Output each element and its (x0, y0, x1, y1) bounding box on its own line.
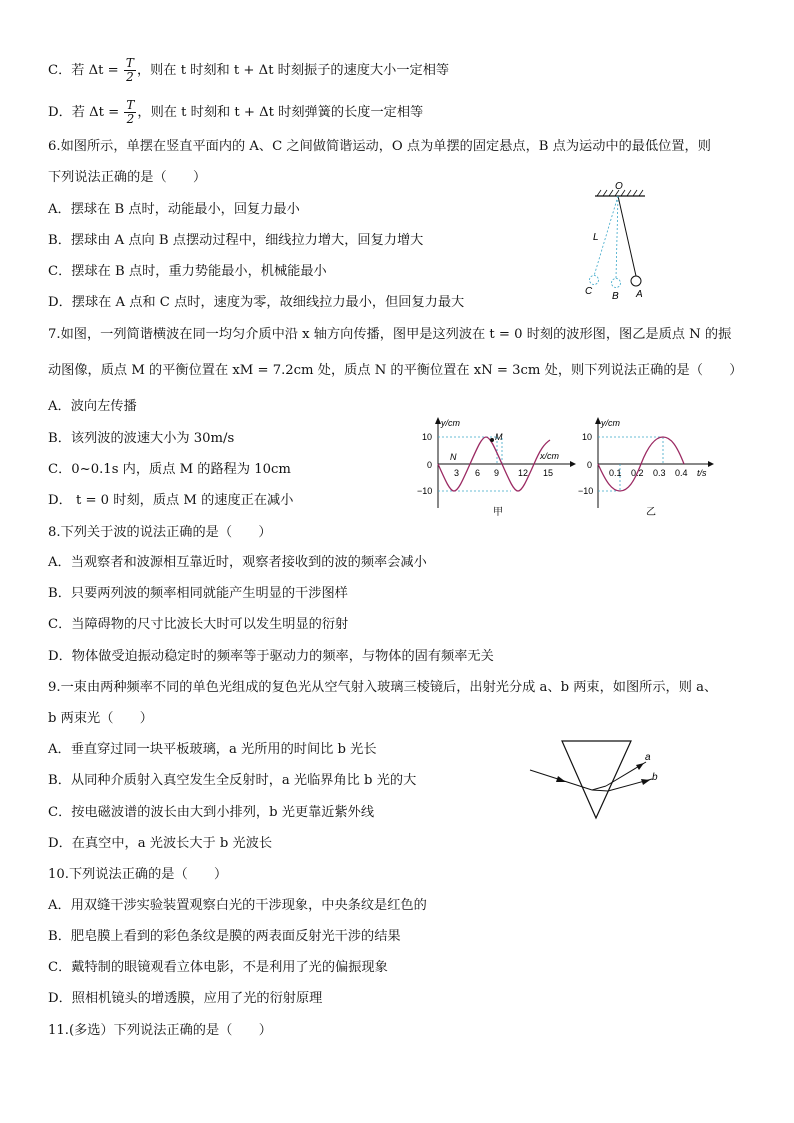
option-5d: D．若 Δt = $\frac{T}{2}$ ，则在 t 时刻和 t + Δt 时刻弹簧的长度一定相等 (48, 98, 424, 126)
question-7-line1: 7.如图，一列简谐横波在同一均匀介质中沿 x 轴方向传播，图甲是这列波在 t = 0 时刻的波形图，图乙是质点 N 的振 (48, 327, 732, 342)
y-axis-label: y/cm (441, 418, 460, 428)
y-axis-label: y/cm (601, 418, 620, 428)
point-label-m: M (495, 432, 503, 442)
x-tick-0-1: 0.1 (609, 468, 622, 478)
question-9-line1: 9.一束由两种频率不同的单色光组成的复色光从空气射入玻璃三棱镜后，出射光分成 a、b 两束，如图所示，则 a、 (48, 680, 718, 695)
x-tick-3: 3 (454, 468, 460, 478)
bob-c (590, 276, 599, 285)
option-6d: D．摆球在 A 点和 C 点时，速度为零，故细线拉力最小，但回复力最大 (48, 295, 465, 310)
question-6-line2: 下列说法正确的是（ ） (48, 170, 207, 185)
option-10a: A．用双缝干涉实验装置观察白光的干涉现象，中央条纹是红色的 (48, 898, 427, 913)
y-tick-minus-10: −10 (417, 486, 433, 496)
pivot-label-o: O (615, 181, 623, 192)
y-tick-10: 10 (422, 432, 433, 442)
x-axis-label: x/cm (540, 451, 559, 461)
x-axis-arrow (708, 461, 714, 467)
option-8c: C．当障碍物的尺寸比波长大时可以发生明显的衍射 (48, 617, 349, 632)
prism-diagram (528, 738, 678, 823)
ray-a-arrow (636, 763, 644, 770)
option-7d: D． t = 0 时刻，质点 M 的速度正在减小 (48, 493, 294, 508)
ray-a-inside (592, 786, 606, 790)
option-9b: B．从同种介质射入真空发生全反射时，a 光临界角比 b 光的大 (48, 773, 417, 788)
point-m (490, 438, 494, 442)
point-label-c: C (585, 286, 593, 297)
y-tick-0: 0 (427, 460, 433, 470)
wave-graph-yi (580, 412, 720, 517)
point-label-b: B (612, 291, 619, 302)
bob-a (631, 276, 641, 286)
option-9c: C．按电磁波谱的波长由大到小排列，b 光更靠近紫外线 (48, 805, 375, 820)
option-10c: C．戴特制的眼镜观看立体电影，不是利用了光的偏振现象 (48, 960, 388, 975)
option-9d: D．在真空中，a 光波长大于 b 光波长 (48, 836, 273, 851)
question-6-line1: 6.如图所示，单摆在竖直平面内的 A、C 之间做简谐运动，O 点为单摆的固定悬点，B 点为运动中的最低位置，则 (48, 139, 711, 154)
point-label-a: A (636, 289, 643, 300)
length-label-l: L (593, 232, 599, 243)
x-tick-15: 15 (543, 468, 554, 478)
graph-caption-jia: 甲 (493, 507, 503, 518)
x-tick-0-2: 0.2 (631, 468, 644, 478)
question-8: 8.下列关于波的说法正确的是（ ） (48, 525, 272, 540)
x-tick-0-3: 0.3 (653, 468, 666, 478)
wave-graph-jia (410, 412, 580, 517)
y-tick-0: 0 (587, 460, 593, 470)
fraction-t-over-2: $\frac{T}{2}$ (125, 56, 134, 84)
pendulum-diagram (585, 178, 665, 303)
x-axis-label: t/s (697, 468, 707, 478)
option-6a: A．摆球在 B 点时，动能最小，回复力最小 (48, 202, 300, 217)
question-9-line2: b 两束光（ ） (48, 711, 153, 726)
x-axis-arrow (570, 461, 576, 467)
string-to-a (618, 196, 636, 276)
option-8b: B．只要两列波的频率相同就能产生明显的干涉图样 (48, 586, 348, 601)
ray-b-arrow (641, 779, 650, 785)
question-11: 11.(多选）下列说法正确的是（ ） (48, 1023, 272, 1038)
option-8a: A．当观察者和波源相互靠近时，观察者接收到的波的频率会减小 (48, 555, 427, 570)
x-tick-6: 6 (475, 468, 481, 478)
y-tick-10: 10 (582, 432, 593, 442)
fraction-t-over-2: $\frac{T}{2}$ (126, 98, 135, 126)
question-10: 10.下列说法正确的是（ ） (48, 867, 228, 882)
string-to-b (616, 196, 618, 278)
y-tick-minus-10: −10 (578, 486, 594, 496)
graph-caption-yi: 乙 (646, 507, 656, 518)
question-7-line2: 动图像，质点 M 的平衡位置在 xM = 7.2cm 处，质点 N 的平衡位置在 xN = 3cm 处，则下列说法正确的是（ ） (48, 363, 743, 378)
x-tick-9: 9 (494, 468, 500, 478)
option-10b: B．肥皂膜上看到的彩色条纹是膜的两表面反射光干涉的结果 (48, 929, 401, 944)
incident-arrow (556, 776, 566, 782)
point-label-n: N (450, 452, 457, 462)
prism-triangle (562, 741, 631, 818)
option-6b: B．摆球由 A 点向 B 点摆动过程中，细线拉力增大，回复力增大 (48, 233, 424, 248)
x-tick-12: 12 (518, 468, 529, 478)
option-7b: B．该列波的波速大小为 30m/s (48, 431, 235, 446)
option-7a: A．波向左传播 (48, 399, 137, 414)
ray-label-b: b (652, 772, 658, 783)
option-5c: C．若 Δt = $\frac{T}{2}$ ，则在 t 时刻和 t + Δt 时刻振子的速度大小一定相等 (48, 56, 450, 84)
bob-b (612, 279, 621, 288)
x-tick-0-4: 0.4 (675, 468, 688, 478)
option-9a: A．垂直穿过同一块平板玻璃，a 光所用的时间比 b 光长 (48, 742, 377, 757)
option-8d: D．物体做受迫振动稳定时的频率等于驱动力的频率，与物体的固有频率无关 (48, 649, 494, 664)
option-7c: C．0~0.1s 内，质点 M 的路程为 10cm (48, 462, 291, 477)
ray-label-a: a (645, 752, 651, 763)
option-10d: D．照相机镜头的增透膜，应用了光的衍射原理 (48, 991, 323, 1006)
option-6c: C．摆球在 B 点时，重力势能最小，机械能最小 (48, 264, 327, 279)
ray-b-inside (592, 790, 608, 791)
